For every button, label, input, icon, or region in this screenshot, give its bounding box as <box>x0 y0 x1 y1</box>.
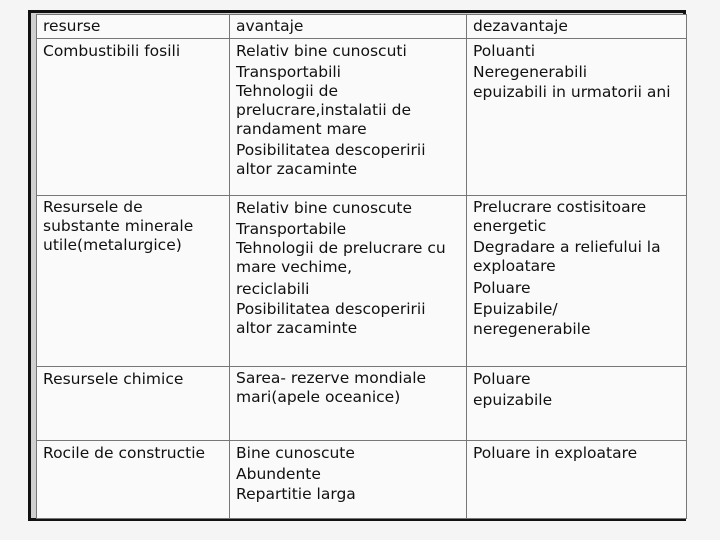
cell-line: neregenerabile <box>473 320 591 338</box>
cell-line: Prelucrare costisitoare energetic <box>473 198 647 235</box>
cell-line: Bine cunoscute <box>236 444 355 462</box>
cell-line: Poluare <box>473 370 531 388</box>
cell-line: Combustibili fosili <box>43 42 181 60</box>
cell-line: Posibilitatea descoperirii altor zacaminte <box>236 141 426 178</box>
cell-line: Resursele chimice <box>43 370 184 388</box>
dezavantaje-cell <box>467 367 687 441</box>
cell-line: epuizabile <box>473 390 553 409</box>
cell-line: Rocile de constructie <box>43 444 206 462</box>
header-row <box>37 15 687 39</box>
table-row <box>37 441 687 519</box>
avantaje-cell <box>230 441 467 519</box>
cell-line: Poluanti <box>473 42 536 60</box>
cell-line: reciclabili <box>236 280 310 298</box>
table-row <box>37 39 687 196</box>
avantaje-cell <box>230 39 467 196</box>
avantaje-cell <box>230 367 467 441</box>
cell-line: Neregenerabili <box>473 62 588 81</box>
cell-line: Epuizabile/ <box>473 299 558 318</box>
cell-line: Abundente <box>236 464 321 483</box>
cell-line: Transportabile <box>236 219 347 238</box>
header-resurse: resurse <box>37 15 230 39</box>
cell-line: Sarea- rezerve mondiale mari(apele oceanice) <box>236 369 427 406</box>
resurse-cell <box>37 196 230 367</box>
cell-line: Resursele de substante minerale utile(metalurgice) <box>43 198 194 254</box>
cell-line: epuizabili in urmatorii ani <box>473 83 671 101</box>
cell-line: Degradare a reliefului la exploatare <box>473 238 661 275</box>
resources-table <box>36 14 687 519</box>
cell-line: Tehnologii de prelucrare,instalatii de randament mare <box>236 82 412 138</box>
cell-line: Transportabili <box>236 62 341 81</box>
dezavantaje-cell <box>467 196 687 367</box>
cell-line: Tehnologii de prelucrare cu mare vechime, <box>236 239 446 276</box>
cell-line: Relativ bine cunoscute <box>236 199 413 217</box>
header-avantaje: avantaje <box>230 15 467 39</box>
avantaje-cell <box>230 196 467 367</box>
resurse-cell <box>37 39 230 196</box>
header-dezavantaje: dezavantaje <box>467 15 687 39</box>
table-row <box>37 196 687 367</box>
cell-line: Poluare <box>473 279 531 297</box>
dezavantaje-cell <box>467 39 687 196</box>
resurse-cell <box>37 441 230 519</box>
resurse-cell <box>37 367 230 441</box>
dezavantaje-cell <box>467 441 687 519</box>
cell-line: Posibilitatea descoperirii altor zacaminte <box>236 299 426 337</box>
table-row <box>37 367 687 441</box>
cell-line: Poluare in exploatare <box>473 444 638 462</box>
cell-line: Repartitie larga <box>236 485 356 503</box>
cell-line: Relativ bine cunoscuti <box>236 42 407 60</box>
